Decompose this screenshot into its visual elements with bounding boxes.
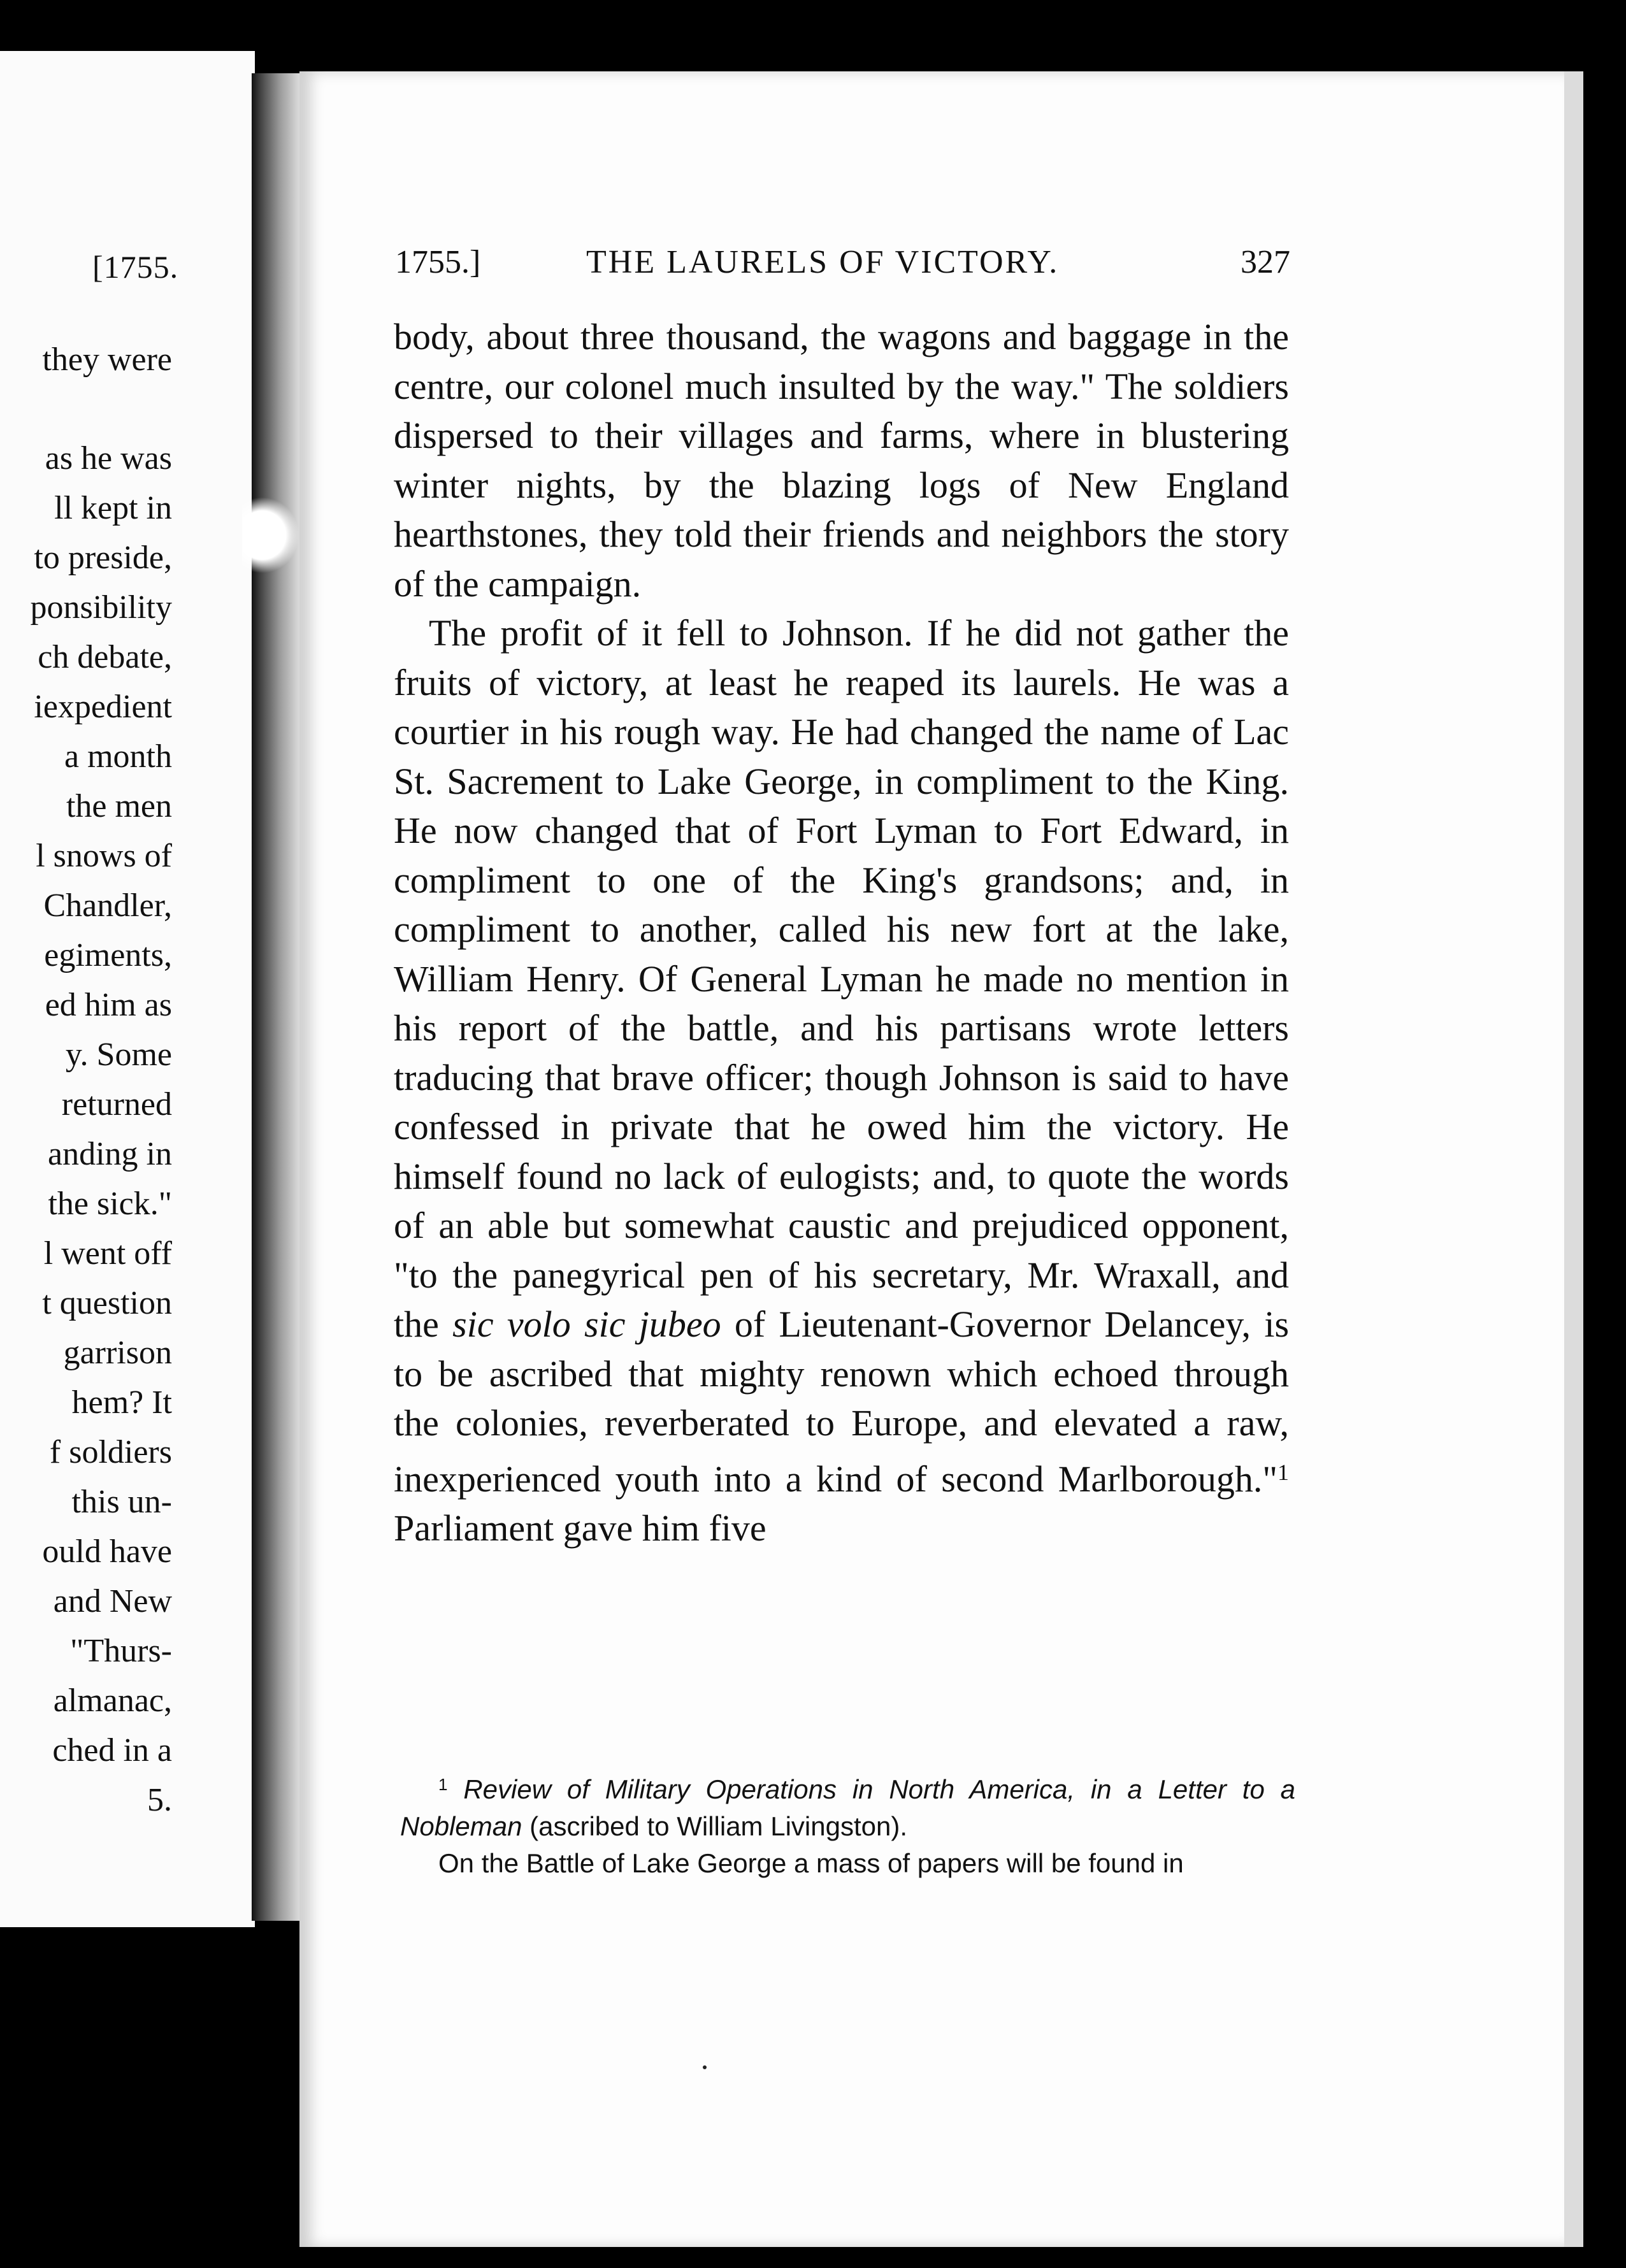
left-page-line: and New (53, 1583, 172, 1619)
left-page-line: Chandler, (43, 887, 172, 924)
left-page-line: as he was (45, 440, 172, 477)
left-page-line: the men (66, 788, 172, 824)
page-number: 327 (1241, 244, 1290, 280)
left-page-line: returned (61, 1086, 172, 1123)
left-page-line: the sick." (48, 1186, 172, 1222)
left-page-line: 5. (147, 1782, 172, 1818)
left-page-line: egiments, (44, 937, 172, 973)
left-page-line: anding in (48, 1136, 172, 1172)
ink-speck (703, 2065, 707, 2069)
paragraph-2 (394, 608, 1289, 1553)
paragraph-1: body, about three thousand, the wagons and baggage in the centre, our colonel much insulted by the way." The soldiers dispersed to their villages and farms, where in blustering winter nights, by the blazing logs of New England hearthstones, they told their friends and neighbors the story of the campaign. (394, 316, 1289, 605)
right-page (299, 71, 1564, 2247)
left-page-line: hem? It (71, 1384, 172, 1421)
footnotes (400, 1766, 1295, 1882)
left-page-line: ll kept in (54, 490, 172, 526)
paragraph-2-latin-phrase: sic volo sic jubeo (452, 1303, 721, 1345)
running-head-year: 1755.] (395, 244, 481, 280)
left-page-line: they were (42, 341, 172, 378)
left-page-line: almanac, (53, 1683, 172, 1719)
paragraph-2-part-b: of Lieutenant-Governor Delancey, is to be ascribed that mighty renown which echoed through the colonies, reverberated to Europe, and elevated a raw, inexperienced youth into a kind of second Marlborough." (394, 1303, 1290, 1500)
left-page-line: iexpedient (34, 689, 172, 725)
left-page-line: garrison (63, 1335, 172, 1371)
footnote-1-marker: 1 (438, 1775, 448, 1794)
left-page-line: ould have (42, 1533, 172, 1570)
footnote-1-attribution: (ascribed to William Livingston). (529, 1811, 907, 1842)
left-page-line: l snows of (36, 838, 172, 874)
left-page-line: t question (42, 1285, 172, 1321)
left-page-line: ch debate, (38, 639, 172, 675)
left-page-line: "Thurs- (70, 1633, 172, 1669)
left-page-line: ponsibility (30, 589, 172, 626)
left-page-line: l went off (43, 1235, 172, 1272)
paragraph-2-part-c: Parliament gave him five (394, 1507, 766, 1549)
left-page-line: this un- (71, 1484, 172, 1520)
left-page-fragment (0, 51, 255, 1927)
body-text (394, 312, 1289, 1553)
page-tear-mark (242, 497, 299, 573)
page-edge (1564, 71, 1583, 2247)
left-page-line: a month (64, 738, 172, 775)
footnote-reference-1: 1 (1277, 1459, 1289, 1485)
left-page-line: y. Some (65, 1037, 172, 1073)
left-page-line: f soldiers (49, 1434, 172, 1470)
left-page-header: [1755. (92, 249, 179, 285)
footnote-2: On the Battle of Lake George a mass of papers will be found in (438, 1848, 1184, 1879)
footnote-1 (400, 1766, 1295, 1845)
book-gutter (252, 73, 303, 1921)
left-page-line: ed him as (45, 987, 172, 1023)
left-page-line: to preside, (34, 540, 172, 576)
left-page-line: ched in a (52, 1732, 172, 1769)
paragraph-2-part-a: The profit of it fell to Johnson. If he did not gather the fruits of victory, at least he reaped its laurels. He was a courtier in his rough way. He had changed the name of Lac St. Sacrement to Lake George, in compliment to the King. He now changed that of Fort Lyman to Fort Edward, in compliment to one of the King's grandsons; and, in compliment to another, called his new fort at the lake, William Henry. Of General Lyman he made no mention in his report of the battle, and his partisans wrote letters traducing that brave officer; though Johnson is said to have confessed in private that he owed him the victory. He himself found no lack of eulogists; and, to quote the words of an able but somewhat caustic and prejudiced opponent, "to the panegyrical pen of his secretary, Mr. Wraxall, and the (394, 612, 1289, 1345)
running-head-title: THE LAURELS OF VICTORY. (586, 244, 1060, 280)
footnote-1-title: Review of Military Operations in North America, in a Letter to a Nobleman (400, 1774, 1296, 1842)
